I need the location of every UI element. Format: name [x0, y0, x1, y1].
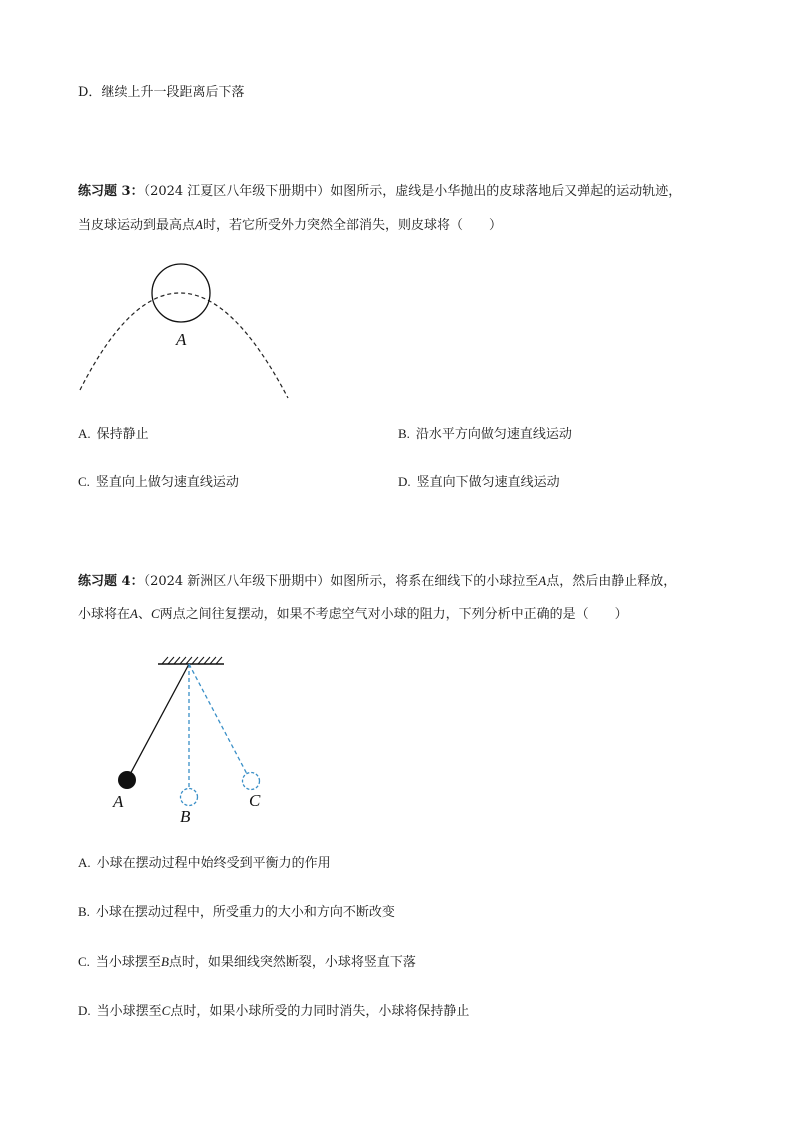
ceiling-hatch: [162, 657, 222, 664]
point-b-label: B: [180, 807, 191, 826]
option-letter: D.: [78, 1003, 91, 1018]
point-c-label: C: [249, 791, 261, 810]
option-var: C: [161, 1003, 171, 1018]
option-text: 小球在摆动过程中始终受到平衡力的作用: [96, 856, 331, 871]
q4-text-line1-pre: （2024 新洲区八年级下册期中）如图所示，将系在细线下的小球拉至: [143, 574, 539, 589]
option-text: 小球在摆动过程中，所受重力的大小和方向不断改变: [95, 905, 395, 920]
ball-b: [181, 789, 198, 806]
q4-separator: 、: [137, 607, 151, 622]
q4-text-line2-post: 两点之间往复摆动，如果不考虑空气对小球的阻力，下列分析中正确的是（ ）: [159, 607, 628, 622]
point-a-label: A: [176, 330, 187, 349]
q4-var-a: A: [538, 573, 547, 588]
option-letter: D.: [398, 474, 411, 489]
string-to-c: [189, 664, 247, 774]
option-letter: B.: [78, 904, 90, 919]
q4-text-line1-post: 点，然后由静止释放，: [546, 574, 677, 589]
option-letter: A.: [78, 426, 91, 441]
point-a-label: A: [113, 792, 124, 811]
q3-label: 练习题 3：: [78, 184, 144, 199]
option-text-pre: 当小球摆至: [95, 955, 161, 970]
option-text: 竖直向上做匀速直线运动: [95, 475, 239, 490]
q4-option-d[interactable]: [78, 1002, 469, 1021]
q3-text-line2-post: 时，若它所受外力突然全部消失，则皮球将（ ）: [202, 218, 502, 233]
ball-a: [118, 771, 136, 789]
q3-text-line2-pre: 当皮球运动到最高点: [78, 218, 196, 233]
option-var: B: [160, 954, 169, 969]
option-text-pre: 当小球摆至: [96, 1004, 162, 1019]
q4-label: 练习题 4：: [78, 574, 144, 589]
ball-c: [243, 773, 260, 790]
string-to-a: [127, 664, 189, 780]
q4-var-a: A: [130, 606, 138, 621]
q4-var-c: C: [150, 606, 160, 621]
option-text: 竖直向下做匀速直线运动: [416, 475, 560, 490]
q3-var-a: A: [195, 217, 203, 232]
option-text: 保持静止: [96, 427, 149, 442]
q4-option-a[interactable]: [78, 854, 331, 873]
q4-option-c[interactable]: [78, 953, 416, 972]
q4-text-line2-pre: 小球将在: [78, 607, 131, 622]
q3-text-line1: （2024 江夏区八年级下册期中）如图所示，虚线是小华抛出的皮球落地后又弹起的运动轨迹，: [143, 184, 682, 199]
option-text: 沿水平方向做匀速直线运动: [415, 427, 572, 442]
option-text-post: 点时，如果细线突然断裂，小球将竖直下落: [168, 955, 416, 970]
option-letter: A.: [78, 855, 91, 870]
option-text-post: 点时，如果小球所受的力同时消失，小球将保持静止: [170, 1004, 470, 1019]
option-letter: C.: [78, 954, 90, 969]
q4-option-b[interactable]: [78, 903, 395, 922]
option-letter: D．: [78, 85, 102, 100]
option-letter: C.: [78, 474, 90, 489]
option-text: 继续上升一段距离后下落: [101, 85, 245, 100]
option-letter: B.: [398, 426, 410, 441]
